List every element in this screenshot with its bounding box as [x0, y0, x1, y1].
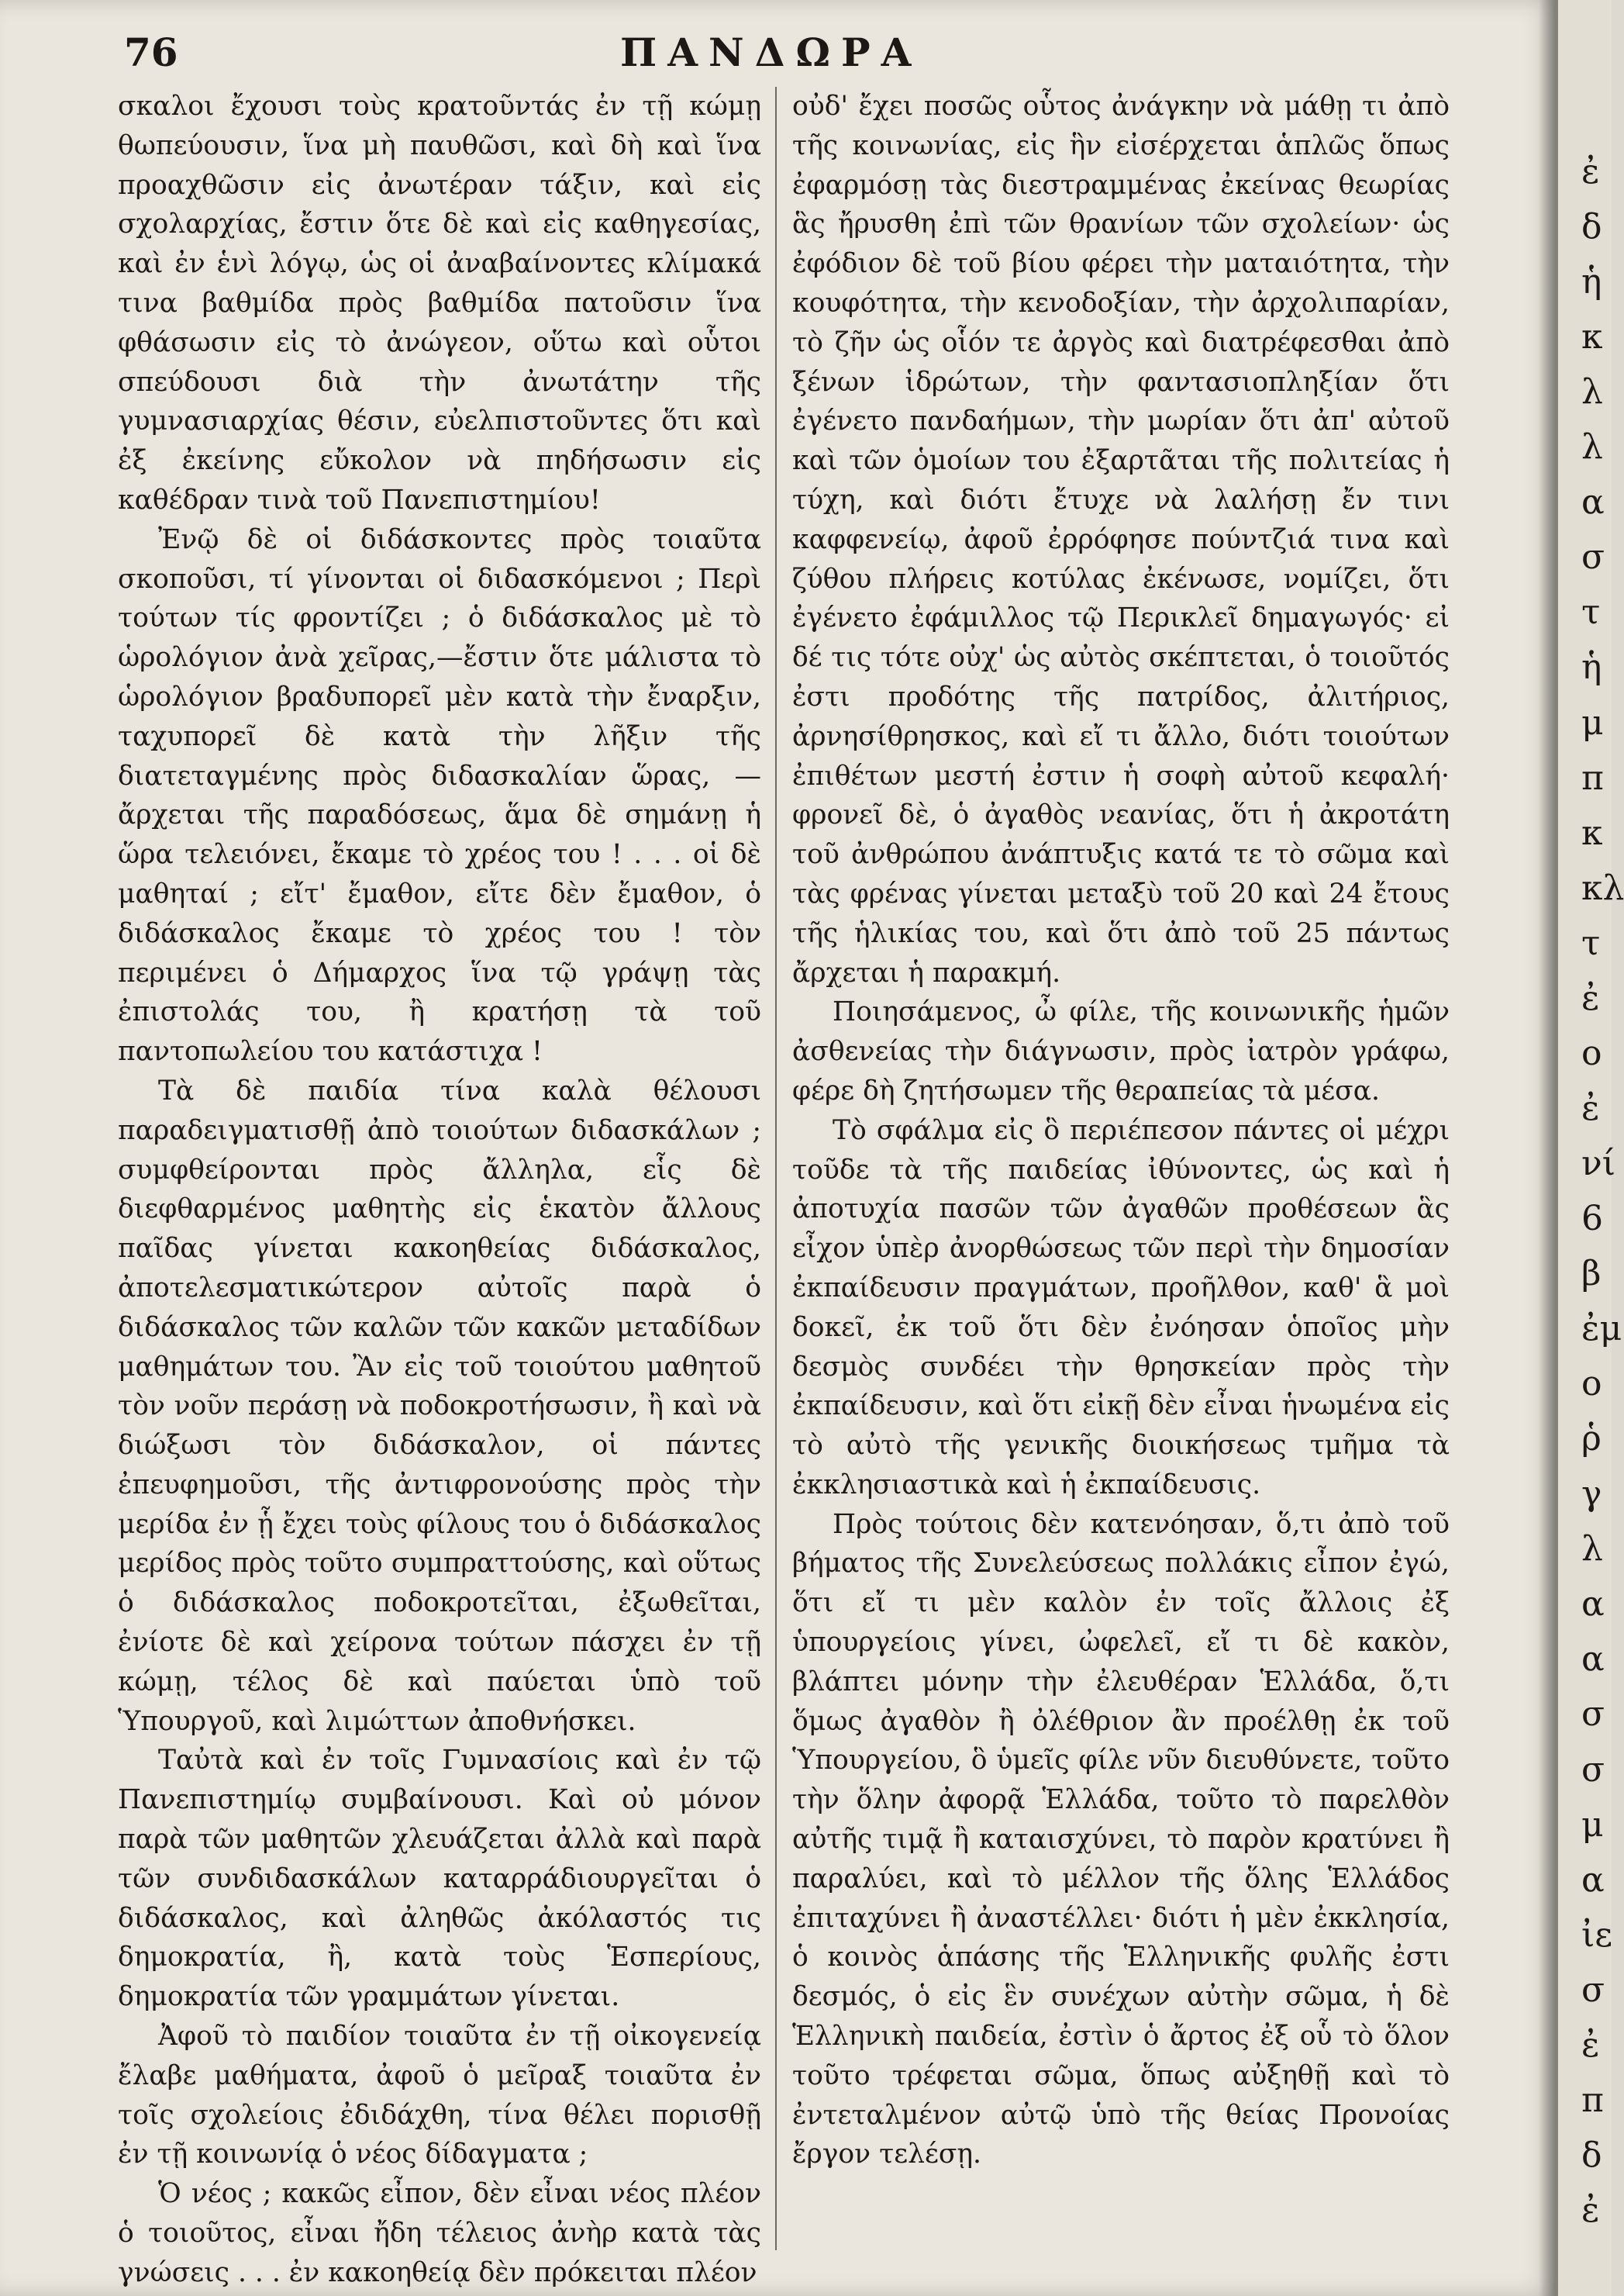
adjacent-page-fragment: σ [1581, 537, 1605, 577]
paragraph: σκαλοι ἔχουσι τοὺς κρατοῦντάς ἐν τῇ κώμῃ θωπεύουσιν, ἵνα μὴ παυθῶσι, καὶ δὴ καὶ ἵνα προαχθῶσιν εἰς ἀνωτέραν τάξιν, καὶ εἰς σχολαρχίας, ἔστιν ὅτε δὲ καὶ εἰς καθηγεσίας, καὶ ἐν ἑνὶ λόγῳ, ὡς οἱ ἀναβαίνοντες κλίμακά τινα βαθμίδα πρὸς βαθμίδα πατοῦσιν ἵνα φθάσωσιν εἰς τὸ ἀνώγεον, οὕτω καὶ οὗτοι σπεύδουσι διὰ τὴν ἀνωτάτην τῆς γυμνασιαρχίας θέσιν, εὐελπιστοῦντες ὅτι καὶ ἐξ ἐκείνης εὔκολον νὰ πηδήσωσιν εἰς καθέδραν τινὰ τοῦ Πανεπιστημίου! [118, 91, 761, 516]
page-header [0, 29, 1473, 84]
adjacent-page-fragment: κ [1581, 813, 1603, 853]
paragraph: Τὰ δὲ παιδία τίνα καλὰ θέλουσι παραδειγματισθῇ ἀπὸ τοιούτων διδασκάλων ; συμφθείρονται πρὸς ἄλληλα, εἷς δὲ διεφθαρμένος μαθητὴς εἰς ἑκατὸν ἄλλους παῖδας γίνεται κακοηθείας διδάσκαλος, ἀποτελεσματικώτερον αὐτοῖς παρὰ ὁ διδάσκαλος τῶν καλῶν τῶν κακῶν μεταδίδων μαθημάτων του. Ἂν εἰς τοῦ τοιούτου μαθητοῦ τὸν νοῦν περάσῃ νὰ ποδοκροτήσωσιν, ἢ καὶ νὰ διώξωσι τὸν διδάσκαλον, οἱ πάντες ἐπευφημοῦσι, τῆς ἀντιφρονούσης πρὸς τὴν μερίδα ἐν ᾗ ἔχει τοὺς φίλους του ὁ διδάσκαλος μερίδος πρὸς τοῦτο συμπραττούσης, καὶ οὕτως ὁ διδάσκαλος ποδοκροτεῖται, ἐξωθεῖται, ἐνίοτε δὲ καὶ χείρονα τούτων πάσχει ἐν τῇ κώμῃ, τέλος δὲ καὶ παύεται ὑπὸ τοῦ Ὑπουργοῦ, καὶ λιμώττων ἀποθνήσκει. [118, 1075, 761, 1737]
adjacent-page-fragment: ἐμ [1581, 1309, 1622, 1348]
adjacent-page-fragment: 6 [1581, 1199, 1603, 1238]
adjacent-page-fragment: ἐ [1581, 979, 1600, 1018]
adjacent-page-fragment: ἡ [1581, 647, 1602, 687]
running-title: ΠΑΝΔΩΡΑ [620, 29, 922, 75]
adjacent-page-fragment: ῥ [1581, 1419, 1602, 1459]
adjacent-page-fragment: σ [1581, 1750, 1605, 1790]
adjacent-page-fragment: μ [1581, 1805, 1604, 1845]
column-divider [775, 87, 777, 2250]
adjacent-page-fragment: α [1581, 482, 1605, 522]
page-number: 76 [124, 29, 178, 75]
adjacent-page-fragment: ἐ [1581, 2191, 1600, 2230]
adjacent-page-fragment: α [1581, 1639, 1605, 1679]
adjacent-page-fragment: κ [1581, 317, 1603, 357]
adjacent-page-fragment: σ [1581, 1694, 1605, 1734]
adjacent-page-fragment: ἰε [1581, 1915, 1613, 1955]
adjacent-page-fragment: γ [1581, 1474, 1602, 1514]
adjacent-page-fragment: α [1581, 1860, 1605, 1900]
adjacent-page-fragment: ἡ [1581, 262, 1602, 302]
adjacent-page-fragment: ἐ [1581, 1089, 1600, 1128]
paragraph: Τὸ σφάλμα εἰς ὃ περιέπεσον πάντες οἱ μέχρι τοῦδε τὰ τῆς παιδείας ἰθύνοντες, ὡς καὶ ἡ ἀποτυχία πασῶν τῶν ἀγαθῶν προθέσεων ἃς εἶχον ὑπὲρ ἀνορθώσεως τῶν περὶ τὴν δημοσίαν ἐκπαίδευσιν πραγμάτων, προῆλθον, καθ' ἃ μοὶ δοκεῖ, ἐκ τοῦ ὅτι δὲν ἐνόησαν ὁποῖος μὴν δεσμὸς συνδέει τὴν θρησκείαν πρὸς τὴν ἐκπαίδευσιν, καὶ ὅτι εἰκῇ δὲν εἶναι ἡνωμένα εἰς τὸ αὐτὸ τῆς γενικῆς διοικήσεως τμῆμα τὰ ἐκκλησιαστικὰ καὶ ἡ ἐκπαίδευσις. [792, 1114, 1450, 1500]
adjacent-page-fragment: ἐ [1581, 152, 1600, 192]
paragraph: Ἀφοῦ τὸ παιδίον τοιαῦτα ἐν τῇ οἰκογενείᾳ ἔλαβε μαθήματα, ἀφοῦ ὁ μεῖραξ τοιαῦτα ἐν τοῖς σχολείοις ἐδιδάχθη, τίνα θέλει πορισθῇ ἐν τῇ κοινωνίᾳ ὁ νέος δίδαγματα ; [118, 2021, 761, 2170]
adjacent-page-fragment: τ [1581, 924, 1601, 963]
adjacent-page-fragment: α [1581, 1584, 1605, 1624]
adjacent-page-fragment: π [1581, 2080, 1604, 2120]
adjacent-page-fragment: τ [1581, 592, 1601, 632]
left-column [118, 87, 761, 2293]
adjacent-page-fragment: λ [1581, 1529, 1603, 1569]
adjacent-page-fragment: νί [1581, 1144, 1615, 1183]
adjacent-page-fragment: κλ [1581, 868, 1624, 908]
paragraph: Ἐνῷ δὲ οἱ διδάσκοντες πρὸς τοιαῦτα σκοποῦσι, τί γίνονται οἱ διδασκόμενοι ; Περὶ τούτων τίς φροντίζει ; ὁ διδάσκαλος μὲ τὸ ὡρολόγιον ἀνὰ χεῖρας,—ἔστιν ὅτε μάλιστα τὸ ὡρολόγιον βραδυπορεῖ μὲν κατὰ τὴν ἔναρξιν, ταχυπορεῖ δὲ κατὰ τὴν λῆξιν τῆς διατεταγμένης πρὸς διδασκαλίαν ὥρας, — ἄρχεται τῆς παραδόσεως, ἅμα δὲ σημάνῃ ἡ ὥρα τελειόνει, ἔκαμε τὸ χρέος του ! . . . οἱ δὲ μαθηταί ; εἴτ' ἔμαθον, εἴτε δὲν ἔμαθον, ὁ διδάσκαλος ἔκαμε τὸ χρέος του ! τὸν περιμένει ὁ Δήμαρχος ἵνα τῷ γράψῃ τὰς ἐπιστολάς του, ἢ κρατήσῃ τὰ τοῦ παντοπωλείου του κατάστιχα ! [118, 523, 761, 1068]
adjacent-page-fragment: λ [1581, 427, 1603, 467]
adjacent-page-fragment: μ [1581, 703, 1604, 743]
adjacent-page-edge [1558, 0, 1624, 2296]
right-column [792, 87, 1450, 2174]
adjacent-page-fragment: δ [1581, 207, 1602, 247]
adjacent-page-fragment: λ [1581, 372, 1603, 412]
adjacent-page-fragment: π [1581, 758, 1604, 798]
paragraph: Ταὐτὰ καὶ ἐν τοῖς Γυμνασίοις καὶ ἐν τῷ Πανεπιστημίῳ συμβαίνουσι. Καὶ οὐ μόνον παρὰ τῶν μαθητῶν χλευάζεται ἀλλὰ καὶ παρὰ τῶν συνδιδασκάλων καταρράδιουργεῖται ὁ διδάσκαλος, καὶ ἀληθῶς ἀκόλαστός τις δημοκρατία, ἢ, κατὰ τοὺς Ἑσπερίους, δημοκρατία τῶν γραμμάτων γίνεται. [118, 1745, 761, 2013]
paragraph: οὐδ' ἔχει ποσῶς οὗτος ἀνάγκην νὰ μάθῃ τι ἀπὸ τῆς κοινωνίας, εἰς ἣν εἰσέρχεται ἁπλῶς ὅπως ἐφαρμόσῃ τὰς διεστραμμένας ἐκείνας θεωρίας ἃς ἤρυσθη ἐπὶ τῶν θρανίων τῶν σχολείων· ὡς ἐφόδιον δὲ τοῦ βίου φέρει τὴν ματαιότητα, τὴν κουφότητα, τὴν κενοδοξίαν, τὴν ἀρχολιπαρίαν, τὸ ζῆν ὡς οἷόν τε ἀργὸς καὶ διατρέφεσθαι ἀπὸ ξένων ἱδρώτων, τὴν φαντασιοπληξίαν ὅτι ἐγένετο πανδαήμων, τὴν μωρίαν ὅτι ἀπ' αὐτοῦ καὶ τῶν ὁμοίων του ἐξαρτᾶται τῆς πολιτείας ἡ τύχη, καὶ διότι ἔτυχε νὰ λαλήσῃ ἔν τινι καφφενείῳ, ἀφοῦ ἐρρόφησε πούντζιά τινα καὶ ζύθου πλήρεις κοτύλας ἐκένωσε, νομίζει, ὅτι ἐγένετο ἐφάμιλλος τῷ Περικλεῖ δημαγωγός· εἰ δέ τις τότε οὐχ' ὡς αὐτὸς σκέπτεται, ὁ τοιοῦτός ἐστι προδότης τῆς πατρίδος, ἀλιτήριος, ἀρνησίθρησκος, καὶ εἴ τι ἄλλο, διότι τοιούτων ἐπιθέτων μεστή ἐστιν ἡ σοφὴ αὐτοῦ κεφαλή· φρονεῖ δὲ, ὁ ἀγαθὸς νεανίας, ὅτι ἡ ἀκροτάτη τοῦ ἀνθρώπου ἀνάπτυξις κατά τε τὸ σῶμα καὶ τὰς φρένας γίνεται μεταξὺ τοῦ 20 καὶ 24 ἔτους τῆς ἡλικίας του, καὶ ὅτι ἀπὸ τοῦ 25 πάντως ἄρχεται ἡ παρακμή. [792, 91, 1450, 989]
paragraph: Ὁ νέος ; κακῶς εἶπον, δὲν εἶναι νέος πλέον ὁ τοιοῦτος, εἶναι ἤδη τέλειος ἀνὴρ κατὰ τὰς γνώσεις . . . ἐν κακοηθείᾳ δὲν πρόκειται πλέον [118, 2178, 761, 2288]
adjacent-page-fragment: ἐ [1581, 2025, 1600, 2065]
adjacent-page-fragment: ο [1581, 1034, 1602, 1073]
adjacent-page-fragment: ο [1581, 1364, 1602, 1403]
adjacent-page-fragment: σ [1581, 1970, 1605, 2010]
adjacent-page-fragment: δ [1581, 2135, 1602, 2175]
paragraph: Ποιησάμενος, ὦ φίλε, τῆς κοινωνικῆς ἡμῶν ἀσθενείας τὴν διάγνωσιν, πρὸς ἰατρὸν γράφω, φέρε δὴ ζητήσωμεν τῆς θεραπείας τὰ μέσα. [792, 996, 1450, 1107]
paragraph: Πρὸς τούτοις δὲν κατενόησαν, ὅ,τι ἀπὸ τοῦ βήματος τῆς Συνελεύσεως πολλάκις εἶπον ἐγώ, ὅτι εἴ τι μὲν καλὸν ἐν τοῖς ἄλλοις ἐξ ὑπουργείοις γίνει, ὠφελεῖ, εἴ τι δὲ κακὸν, βλάπτει μόνην τὴν ἐλευθέραν Ἑλλάδα, ὅ,τι ὅμως ἀγαθὸν ἢ ὀλέθριον ἂν προέλθῃ ἐκ τοῦ Ὑπουργείου, ὃ ὑμεῖς φίλε νῦν διευθύνετε, τοῦτο τὴν ὅλην ἀφορᾷ Ἑλλάδα, τοῦτο τὸ παρελθὸν αὐτῆς τιμᾷ ἢ καταισχύνει, τὸ παρὸν κρατύνει ἢ παραλύει, καὶ τὸ μέλλον τῆς ὅλης Ἑλλάδος ἐπιταχύνει ἢ ἀναστέλλει· διότι ἡ μὲν ἐκκλησία, ὁ κοινὸς ἁπάσης τῆς Ἑλληνικῆς φυλῆς ἐστι δεσμός, ὁ εἰς ἓν συνέχων αὐτὴν σῶμα, ἡ δὲ Ἑλληνικὴ παιδεία, ἐστὶν ὁ ἄρτος ἐξ οὗ τὸ ὅλον τοῦτο τρέφεται σῶμα, ὅπως αὐξηθῇ καὶ τὸ ἐντεταλμένον αὐτῷ ὑπὸ τῆς θείας Προνοίας ἔργον τελέσῃ. [792, 1508, 1450, 2170]
adjacent-page-fragment: β [1581, 1254, 1602, 1293]
